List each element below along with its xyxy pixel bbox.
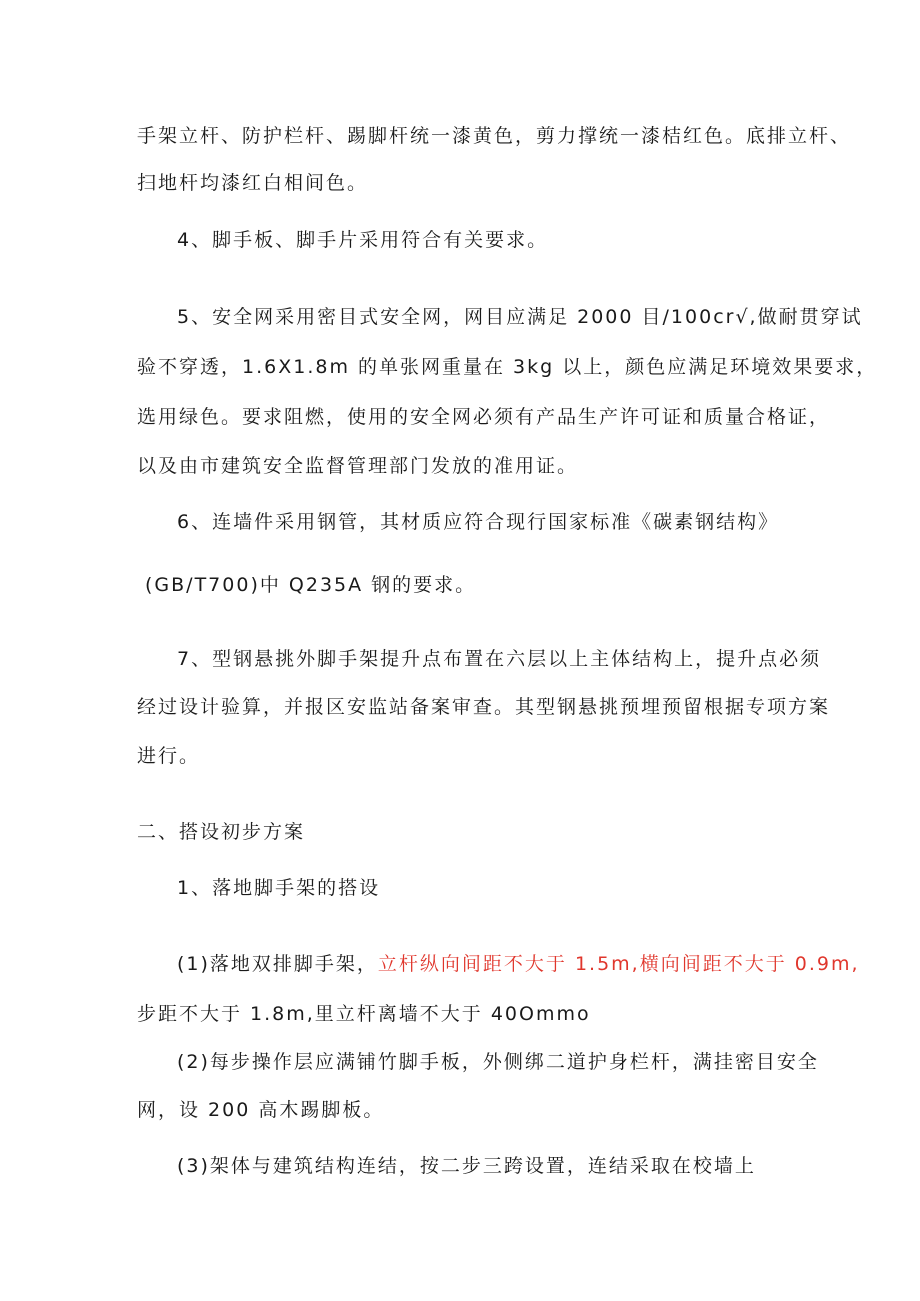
paragraph-text: (GB/T700)中 Q235A 钢的要求。 xyxy=(145,574,477,596)
subsection-heading: 1、落地脚手架的搭设 xyxy=(177,877,381,899)
paragraph-text: 以及由市建筑安全监督管理部门发放的准用证。 xyxy=(137,455,579,477)
list-item xyxy=(177,952,860,976)
paragraph-text: 验不穿透，1.6X1.8m 的单张网重量在 3kg 以上，颜色应满足环境效果要求， xyxy=(137,356,878,378)
paragraph-text: 进行。 xyxy=(137,745,201,767)
paragraph-text: 经过设计验算，并报区安监站备案审查。其型钢悬挑预埋预留根据专项方案 xyxy=(137,696,831,718)
paragraph-text: 选用绿色。要求阻燃，使用的安全网必须有产品生产许可证和质量合格证， xyxy=(137,406,831,428)
paragraph-text: 6、连墙件采用钢管，其材质应符合现行国家标准《碳素钢结构》 xyxy=(177,511,780,533)
paragraph-text: 网，设 200 高木踢脚板。 xyxy=(137,1099,385,1121)
list-item: (2)每步操作层应满铺竹脚手板，外侧绑二道护身栏杆，满挂密目安全 xyxy=(177,1051,819,1073)
paragraph-text: 手架立杆、防护栏杆、踢脚杆统一漆黄色，剪力撑统一漆桔红色。底排立杆、 xyxy=(137,125,852,147)
section-heading: 二、搭设初步方案 xyxy=(137,821,306,843)
list-item: (3)架体与建筑结构连结，按二步三跨设置，连结采取在校墙上 xyxy=(177,1155,756,1177)
highlighted-text: 立杆纵向间距不大于 1.5m,横向间距不大于 0.9m, xyxy=(377,953,860,975)
paragraph-text: 4、脚手板、脚手片采用符合有关要求。 xyxy=(177,229,549,251)
list-item-prefix: (1)落地双排脚手架， xyxy=(177,953,378,975)
paragraph-text: 扫地杆均漆红白相间色。 xyxy=(137,172,369,194)
paragraph-text: 步距不大于 1.8m,里立杆离墙不大于 40Ommo xyxy=(137,1003,591,1025)
paragraph-text: 5、安全网采用密目式安全网，网目应满足 2000 目/100cr√,做耐贯穿试 xyxy=(177,306,863,328)
paragraph-text: 7、型钢悬挑外脚手架提升点布置在六层以上主体结构上，提升点必须 xyxy=(177,648,822,670)
